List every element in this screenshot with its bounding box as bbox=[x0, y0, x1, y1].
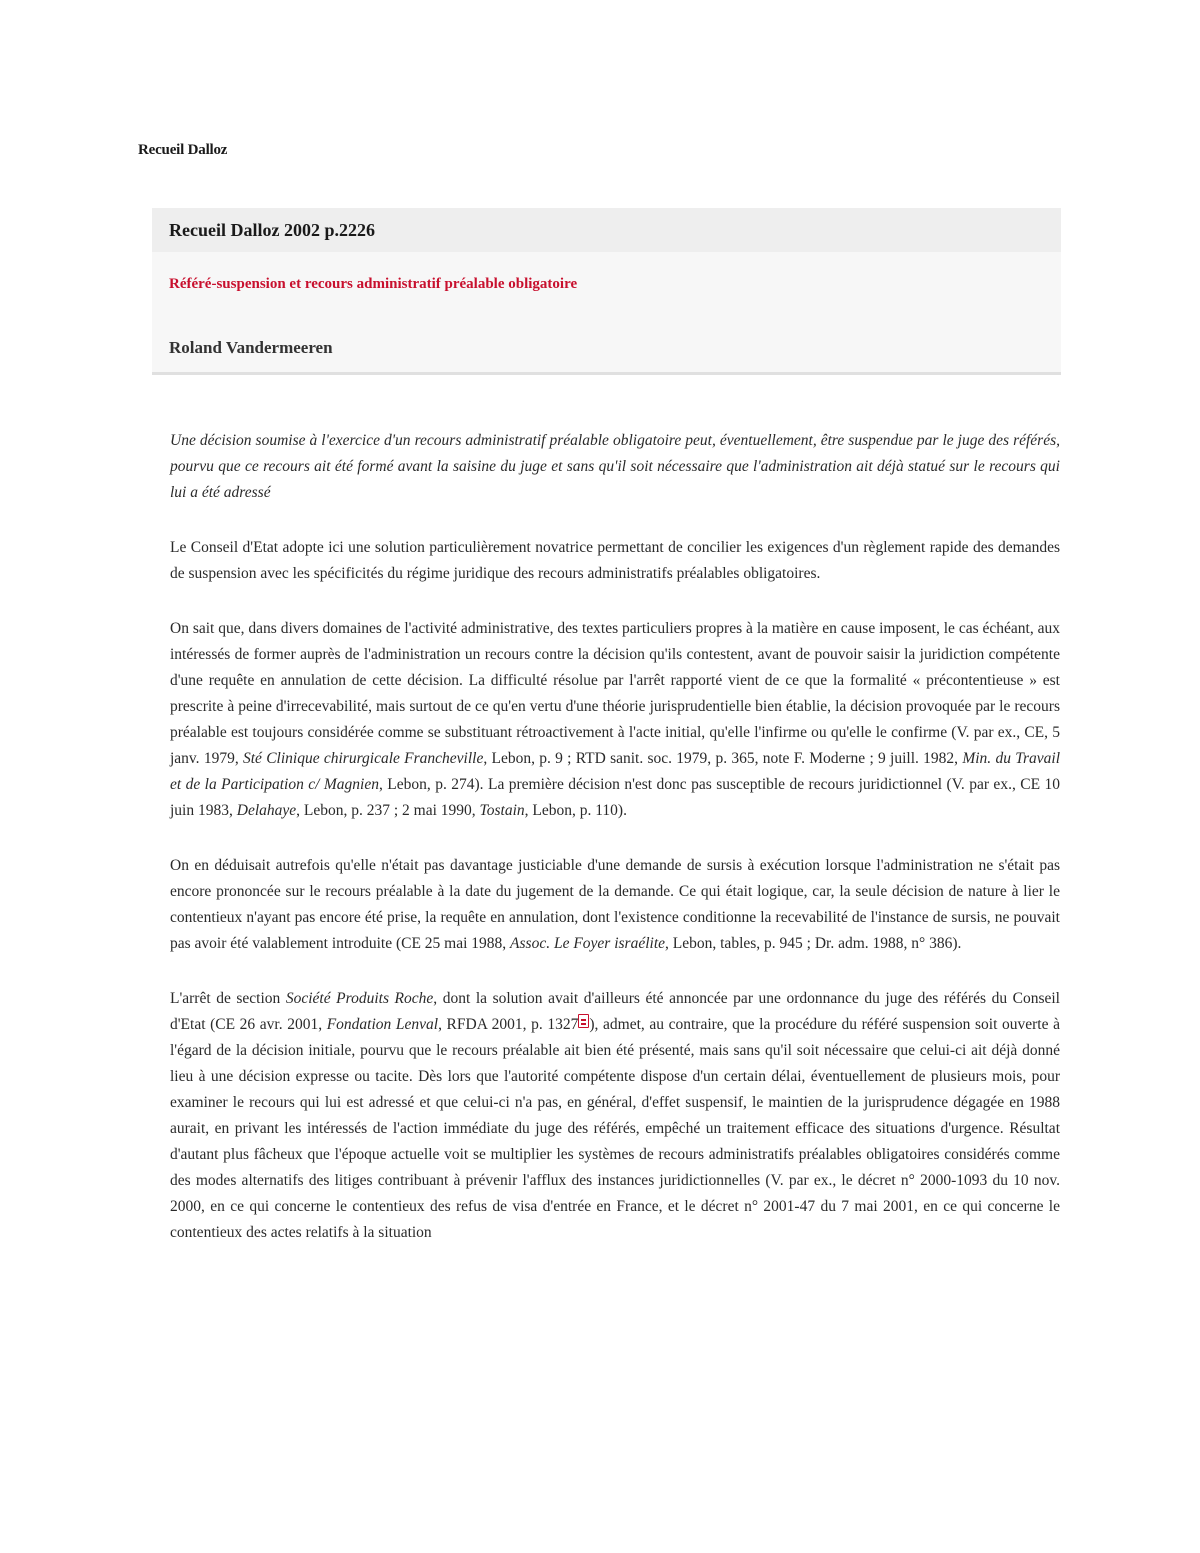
abstract-paragraph: Une décision soumise à l'exercice d'un recours administratif préalable obligatoire peut, éventuellement, être suspendue par le juge des référés, pourvu que ce recours ait été formé avant la saisine du juge et sans qu'il soit nécessaire que l'administration ait déjà statué sur le recours qui lui a été adressé bbox=[170, 432, 1060, 501]
note-icon[interactable] bbox=[578, 1014, 589, 1028]
case-name: Fondation Lenval bbox=[326, 1016, 439, 1033]
article-title: Référé-suspension et recours administratif préalable obligatoire bbox=[169, 276, 578, 292]
article-body bbox=[170, 428, 1060, 1275]
brand-title: Recueil Dalloz bbox=[138, 142, 228, 158]
body-paragraph: On sait que, dans divers domaines de l'activité administrative, des textes particuliers propres à la matière en cause imposent, le cas échéant, aux intéressés de former auprès de l'administration un recours contre la décision qu'ils contestent, avant de pouvoir saisir la juridiction compétente d'une requête en annulation de cette décision. La difficulté résolue par l'arrêt rapporté vient de ce que la formalité « précontentieuse » est prescrite à peine d'irrecevabilité, mais surtout de ce qu'en vertu d'une théorie jurisprudentielle bien établie, la décision provoquée par le recours préalable est toujours considérée comme se substituant rétroactivement à l'acte initial, qu'elle l'infirme ou qu'elle le confirme (V. par ex., CE, 5 janv. 1979, Sté Clinique chirurgicale Francheville, Lebon, p. 9 ; RTD sanit. soc. 1979, p. 365, note F. Moderne ; 9 juill. 1982, Min. du Travail et de la Participation c/ Magnien, Lebon, p. 274). La première décision n'est donc pas susceptible de recours juridictionnel (V. par ex., CE 10 juin 1983, Delahaye, Lebon, p. 237 ; 2 mai 1990, Tostain, Lebon, p. 110). bbox=[170, 620, 1061, 819]
case-name: Assoc. Le Foyer israélite bbox=[510, 935, 666, 952]
body-paragraph: L'arrêt de section Société Produits Roche, dont la solution avait d'ailleurs été annoncée par une ordonnance du juge des référés du Conseil d'Etat (CE 26 avr. 2001, Fondation Lenval, RFDA 2001, p. 1327 ), admet, au contraire, que la procédure du référé suspension soit ouverte à l'égard de la décision initiale, pourvu que le recours préalable ait bien été présenté, mais sans qu'il soit nécessaire que celui-ci ait déjà donné lieu à une décision expresse ou tacite. Dès lors que l'autorité compétente dispose d'un certain délai, éventuellement de plusieurs mois, pour examiner le recours qui lui est adressé et que celui-ci n'a pas, en général, d'effet suspensif, le maintien de la jurisprudence dégagée en 1988 aurait, en privant les intéressés de l'action immédiate du juge des référés, empêché un traitement efficace des situations d'urgence. Résultat d'autant plus fâcheux que l'époque actuelle voit se multiplier les systèmes de recours administratifs préalables obligatoires considérés comme des modes alternatifs des litiges contribuant à prévenir l'afflux des instances juridictionnelles (V. par ex., le décret n° 2000-1093 du 10 nov. 2000, en ce qui concerne le contentieux des refus de visa d'entrée en France, et le décret n° 2001-47 du 7 mai 2001, en ce qui concerne le contentieux des actes relatifs à la situation bbox=[170, 990, 1060, 1241]
case-name: Société Produits Roche bbox=[285, 990, 434, 1007]
case-name: Tostain bbox=[479, 802, 525, 819]
article-header bbox=[152, 208, 1061, 375]
source-reference: Recueil Dalloz 2002 p.2226 bbox=[169, 220, 375, 240]
author-name: Roland Vandermeeren bbox=[169, 338, 333, 357]
case-name: Sté Clinique chirurgicale Francheville bbox=[242, 750, 484, 767]
case-name: Min. du Travail et de la Participation c/ Magnien bbox=[170, 750, 1061, 793]
case-name: Delahaye bbox=[236, 802, 297, 819]
body-paragraph: Le Conseil d'Etat adopte ici une solution particulièrement novatrice permettant de concilier les exigences d'un règlement rapide des demandes de suspension avec les spécificités du régime juridique des recours administratifs préalables obligatoires. bbox=[170, 539, 1060, 582]
body-paragraph: On en déduisait autrefois qu'elle n'était pas davantage justiciable d'une demande de sursis à exécution lorsque l'administration ne s'était pas encore prononcée sur le recours préalable à la date du jugement de la demande. Ce qui était logique, car, la seule décision de nature à lier le contentieux n'ayant pas encore été prise, la requête en annulation, dont l'existence conditionne la recevabilité de l'instance de sursis, ne pouvait pas avoir été valablement introduite (CE 25 mai 1988, Assoc. Le Foyer israélite, Lebon, tables, p. 945 ; Dr. adm. 1988, n° 386). bbox=[170, 857, 1060, 952]
